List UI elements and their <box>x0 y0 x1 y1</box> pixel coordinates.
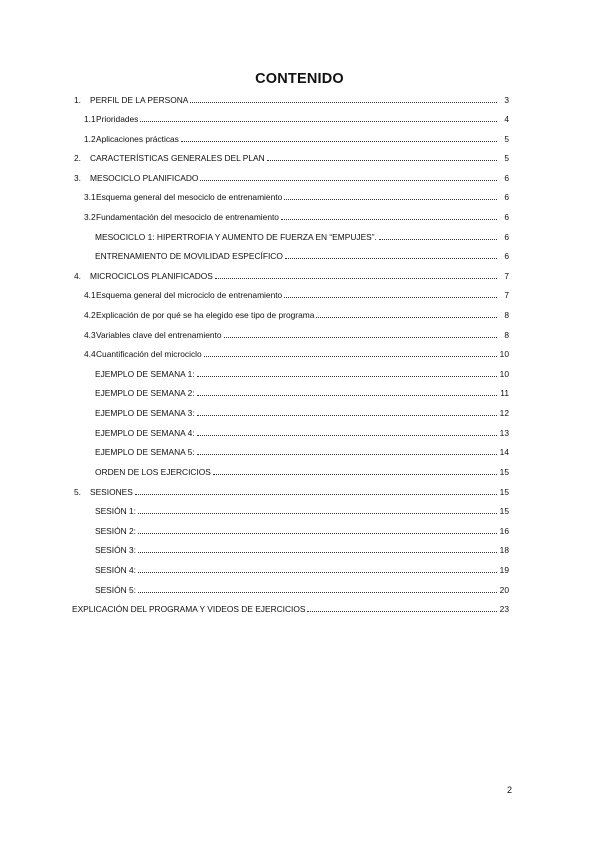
toc-entry-page: 8 <box>504 310 509 320</box>
toc-entry-label: SESIONES <box>90 487 133 497</box>
toc-entry-label: Cuantificación del microciclo <box>96 349 202 359</box>
toc-entry-label: SESIÓN 2: <box>95 526 136 536</box>
dot-leader <box>285 249 497 259</box>
toc-entry-page: 14 <box>499 447 509 457</box>
dot-leader <box>135 485 497 495</box>
toc-entry-page: 20 <box>499 585 509 595</box>
dot-leader <box>200 171 497 181</box>
toc-entry-label: Variables clave del entrenamiento <box>96 330 222 340</box>
toc-entry-number: 5. <box>74 487 81 497</box>
toc-entry-page: 8 <box>504 330 509 340</box>
toc-entry-label: PERFIL DE LA PERSONA <box>90 95 189 105</box>
toc-entry-number: 1.2 <box>84 134 96 144</box>
toc-entry-label: Fundamentación del mesociclo de entrenamiento <box>96 212 279 222</box>
toc-entry-label: Esquema general del mesociclo de entrenamiento <box>96 192 283 202</box>
toc-entry-number: 3.2 <box>84 212 96 222</box>
toc-entry-label: Aplicaciones prácticas <box>96 134 179 144</box>
toc-entry[interactable] <box>95 406 509 420</box>
toc-entry-label: EJEMPLO DE SEMANA 3: <box>95 408 195 418</box>
toc-entry[interactable] <box>95 465 509 479</box>
dot-leader <box>197 406 497 416</box>
dot-leader <box>284 190 497 200</box>
toc-entry[interactable] <box>84 288 509 302</box>
toc-entry[interactable] <box>95 504 509 518</box>
toc-entry-page: 10 <box>499 369 509 379</box>
toc-entry-label: SESIÓN 4: <box>95 565 136 575</box>
toc-entry-number: 3.1 <box>84 192 96 202</box>
toc-entry-page: 6 <box>504 232 509 242</box>
toc-entry[interactable] <box>95 583 509 597</box>
toc-entry-page: 3 <box>504 95 509 105</box>
toc-entry-label: Prioridades <box>96 114 139 124</box>
toc-entry[interactable] <box>84 210 509 224</box>
toc-entry-page: 19 <box>499 565 509 575</box>
toc-entry-number: 1. <box>74 95 81 105</box>
toc-entry[interactable] <box>95 249 509 263</box>
toc-entry-label: EJEMPLO DE SEMANA 1: <box>95 369 195 379</box>
dot-leader <box>181 132 497 142</box>
dot-leader <box>316 308 497 318</box>
toc-entry[interactable] <box>74 269 509 283</box>
toc-entry-label: Explicación de por qué se ha elegido ese tipo de programa <box>96 310 315 320</box>
toc-entry[interactable] <box>74 93 509 107</box>
toc-entry-label: Esquema general del microciclo de entrenamiento <box>96 290 283 300</box>
toc-entry-label: MICROCICLOS PLANIFICADOS <box>90 271 213 281</box>
toc-entry-page: 6 <box>504 212 509 222</box>
dot-leader <box>138 583 497 593</box>
toc-entry-number: 3. <box>74 173 81 183</box>
toc-entry-page: 15 <box>499 506 509 516</box>
toc-entry-page: 15 <box>499 487 509 497</box>
toc-entry-page: 10 <box>499 349 509 359</box>
dot-leader <box>224 328 497 338</box>
dot-leader <box>138 524 497 534</box>
toc-entry-page: 6 <box>504 192 509 202</box>
toc-entry-number: 2. <box>74 153 81 163</box>
dot-leader <box>197 367 497 377</box>
toc-entry[interactable] <box>95 367 509 381</box>
dot-leader <box>138 543 497 553</box>
toc-entry-page: 23 <box>499 604 509 614</box>
dot-leader <box>284 288 497 298</box>
dot-leader <box>281 210 497 220</box>
toc-entry[interactable] <box>84 112 509 126</box>
toc-entry-number: 4. <box>74 271 81 281</box>
toc-entry-label: SESIÓN 5: <box>95 585 136 595</box>
dot-leader <box>213 465 497 475</box>
toc-entry-label: EJEMPLO DE SEMANA 2: <box>95 388 195 398</box>
dot-leader <box>197 445 497 455</box>
toc-entry-page: 12 <box>499 408 509 418</box>
dot-leader <box>215 269 497 279</box>
toc-entry[interactable] <box>95 426 509 440</box>
dot-leader <box>138 504 497 514</box>
toc-entry-label: EJEMPLO DE SEMANA 4: <box>95 428 195 438</box>
toc-entry-page: 16 <box>499 526 509 536</box>
toc-entry-page: 13 <box>499 428 509 438</box>
toc-entry[interactable] <box>74 151 509 165</box>
toc-title: CONTENIDO <box>255 71 344 87</box>
toc-entry-label: EJEMPLO DE SEMANA 5: <box>95 447 195 457</box>
toc-entry[interactable] <box>72 602 509 616</box>
dot-leader <box>307 602 497 612</box>
dot-leader <box>190 93 497 103</box>
toc-entry-page: 6 <box>504 251 509 261</box>
toc-entry-label: MESOCICLO 1: HIPERTROFIA Y AUMENTO DE FUERZA EN “EMPUJES”. <box>95 232 377 242</box>
toc-entry[interactable] <box>84 347 509 361</box>
toc-entry-number: 4.4 <box>84 349 96 359</box>
toc-entry-page: 4 <box>504 114 509 124</box>
page-number: 2 <box>507 785 513 795</box>
toc-entry-page: 15 <box>499 467 509 477</box>
toc-entry-label: ENTRENAMIENTO DE MOVILIDAD ESPECÍFICO <box>95 251 283 261</box>
toc-entry-label: SESIÓN 3: <box>95 545 136 555</box>
toc-entry-number: 1.1 <box>84 114 96 124</box>
toc-entry-label: SESIÓN 1: <box>95 506 136 516</box>
dot-leader <box>140 112 497 122</box>
dot-leader <box>267 151 497 161</box>
toc-entry[interactable] <box>84 190 509 204</box>
dot-leader <box>204 347 497 357</box>
toc-entry[interactable] <box>84 132 509 146</box>
toc-entry-label: EXPLICACIÓN DEL PROGRAMA Y VIDEOS DE EJERCICIOS <box>72 604 306 614</box>
toc-entry-page: 6 <box>504 173 509 183</box>
toc-entry-number: 4.2 <box>84 310 96 320</box>
toc-entry-label: ORDEN DE LOS EJERCICIOS <box>95 467 211 477</box>
toc-entry-page: 7 <box>504 271 509 281</box>
toc-entry-page: 5 <box>504 134 509 144</box>
toc-entry[interactable] <box>95 386 509 400</box>
dot-leader <box>379 230 497 240</box>
dot-leader <box>197 426 497 436</box>
toc-entry-label: MESOCICLO PLANIFICADO <box>90 173 199 183</box>
toc-entry-page: 11 <box>500 388 509 398</box>
dot-leader <box>197 386 497 396</box>
toc-entry[interactable] <box>95 230 509 244</box>
toc-entry[interactable] <box>74 171 509 185</box>
toc-entry[interactable] <box>95 543 509 557</box>
toc-entry[interactable] <box>84 308 509 322</box>
toc-entry[interactable] <box>84 328 509 342</box>
toc-entry-page: 7 <box>504 290 509 300</box>
toc-entry[interactable] <box>95 445 509 459</box>
toc-entry-number: 4.1 <box>84 290 96 300</box>
toc-entry-page: 18 <box>499 545 509 555</box>
toc-entry[interactable] <box>74 485 509 499</box>
dot-leader <box>138 563 497 573</box>
toc-entry-label: CARACTERÍSTICAS GENERALES DEL PLAN <box>90 153 265 163</box>
toc-entry-page: 5 <box>504 153 509 163</box>
toc-entry[interactable] <box>95 524 509 538</box>
toc-entry-number: 4.3 <box>84 330 96 340</box>
toc-entry[interactable] <box>95 563 509 577</box>
